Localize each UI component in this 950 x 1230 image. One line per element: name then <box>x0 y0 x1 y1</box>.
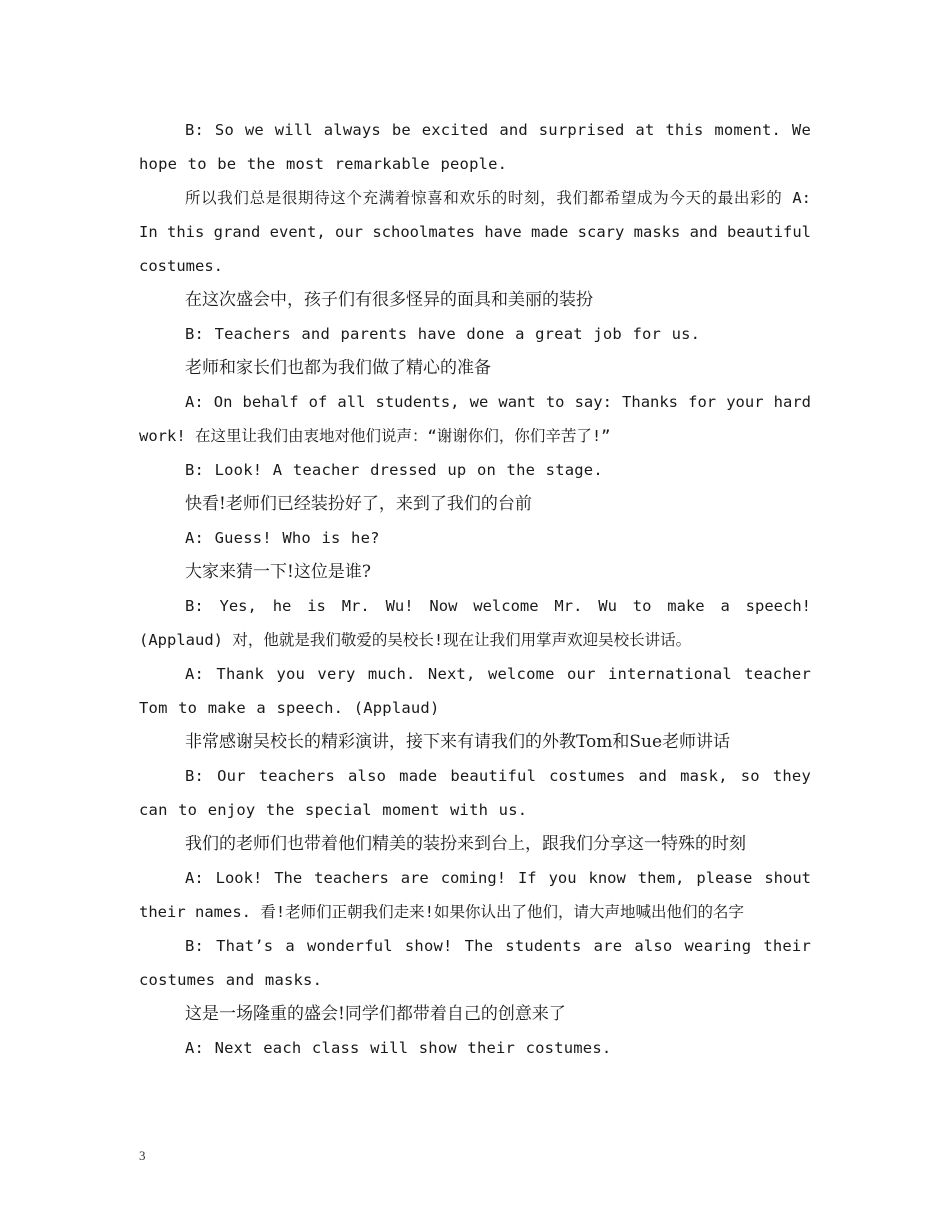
paragraph: 在这次盛会中，孩子们有很多怪异的面具和美丽的装扮 <box>185 290 593 310</box>
paragraph: A: Next each class will show their costumes. <box>185 1039 612 1057</box>
document-body <box>139 113 811 1065</box>
paragraph: 老师和家长们也都为我们做了精心的准备 <box>185 358 491 378</box>
paragraph: B: So we will always be excited and surprised at this moment. We hope to be the most remarkable people. <box>139 121 811 173</box>
paragraph: B: Look! A teacher dressed up on the stage. <box>185 461 603 479</box>
paragraph: 快看!老师们已经装扮好了，来到了我们的台前 <box>185 494 532 514</box>
paragraph: 我们的老师们也带着他们精美的装扮来到台上，跟我们分享这一特殊的时刻 <box>185 834 746 854</box>
paragraph: B: Teachers and parents have done a great job for us. <box>185 325 701 343</box>
paragraph: 大家来猜一下!这位是谁? <box>185 562 371 582</box>
paragraph: A: On behalf of all students, we want to say: Thanks for your hard work! 在这里让我们由衷地对他们说声：“谢谢你们，你们辛苦了!” <box>139 393 811 445</box>
paragraph: A: Thank you very much. Next, welcome our international teacher Tom to make a speech. (Applaud) <box>139 665 811 717</box>
paragraph: 这是一场隆重的盛会!同学们都带着自己的创意来了 <box>185 1004 566 1024</box>
page-number: 3 <box>139 1148 146 1163</box>
paragraph: B: That’s a wonderful show! The students are also wearing their costumes and masks. <box>139 937 811 989</box>
paragraph: A: Guess! Who is he? <box>185 529 380 547</box>
paragraph: B: Our teachers also made beautiful costumes and mask, so they can to enjoy the special moment with us. <box>139 767 811 819</box>
paragraph: 非常感谢吴校长的精彩演讲，接下来有请我们的外教Tom和Sue老师讲话 <box>185 732 731 752</box>
paragraph: B: Yes, he is Mr. Wu! Now welcome Mr. Wu to make a speech! (Applaud) 对，他就是我们敬爱的吴校长!现在让我们用掌声欢迎吴校长讲话。 <box>139 597 811 649</box>
paragraph: A: Look! The teachers are coming! If you know them, please shout their names. 看!老师们正朝我们走来!如果你认出了他们，请大声地喊出他们的名字 <box>139 869 811 921</box>
paragraph: 所以我们总是很期待这个充满着惊喜和欢乐的时刻，我们都希望成为今天的最出彩的 A: In this grand event, our schoolmates have made scary masks and beautiful costumes. <box>139 189 811 275</box>
